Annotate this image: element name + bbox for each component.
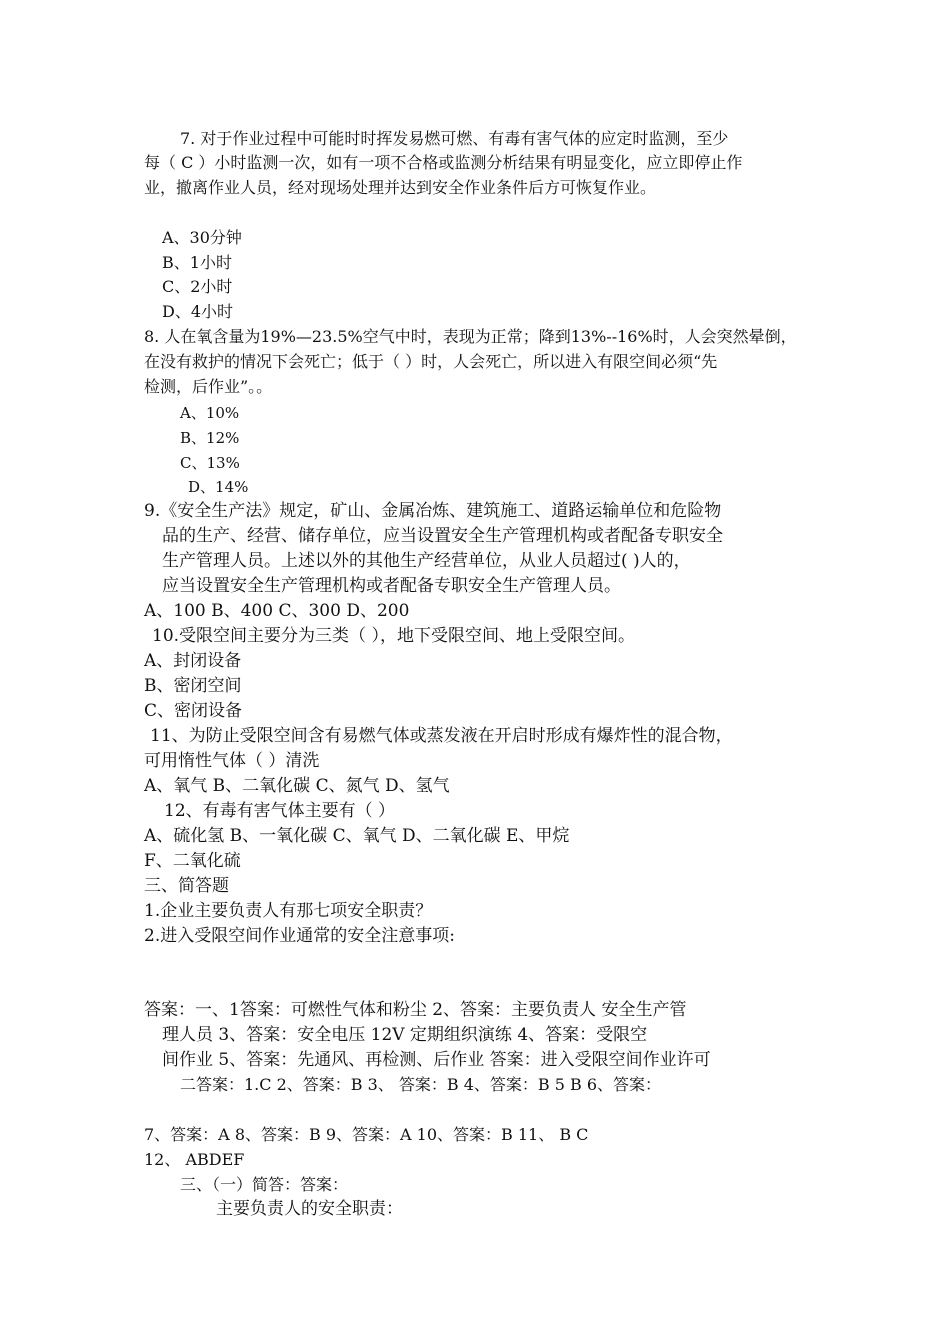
answers-line-1: 答案：一、1答案：可燃性气体和粉尘 2、答案：主要负责人 安全生产管: [144, 1000, 687, 1020]
q9-line-3: 生产管理人员。上述以外的其他生产经营单位，从业人员超过( )人的，: [162, 551, 691, 571]
q9-line-1: 9.《安全生产法》规定，矿山、金属冶炼、建筑施工、道路运输单位和危险物: [144, 501, 722, 521]
q8-line-1: 8. 人在氧含量为19%—23.5%空气中时，表现为正常；降到13%--16%时，人会突然晕倒，: [144, 327, 797, 346]
q7-option-b: B、1小时: [162, 253, 232, 272]
q9-options: A、100 B、400 C、300 D、200: [144, 601, 410, 621]
q7-option-d: D、4小时: [162, 302, 234, 321]
answers-line-7: 三、（一）简答：答案：: [180, 1175, 349, 1194]
answers-line-4: 二答案：1.C 2、答案：B 3、 答案：B 4、答案：B 5 B 6、答案：: [180, 1075, 662, 1094]
q12-options: A、硫化氢 B、一氧化碳 C、氧气 D、二氧化碳 E、甲烷: [144, 826, 570, 846]
q12-line-1: 12、有毒有害气体主要有（ ）: [164, 801, 396, 821]
section-3-q2: 2.进入受限空间作业通常的安全注意事项:: [144, 926, 455, 946]
q10-option-a: A、封闭设备: [144, 651, 242, 671]
q7-option-c: C、2小时: [162, 277, 233, 296]
q9-line-2: 品的生产、经营、储存单位，应当设置安全生产管理机构或者配备专职安全: [162, 526, 723, 546]
answers-line-5: 7、答案：A 8、答案：B 9、答案：A 10、答案：B 11、 B C: [144, 1125, 589, 1144]
q11-options: A、氧气 B、二氧化碳 C、氮气 D、氢气: [144, 776, 450, 796]
q8-option-d: D、14%: [188, 478, 249, 496]
q9-line-4: 应当设置安全生产管理机构或者配备专职安全生产管理人员。: [162, 576, 621, 596]
q7-line-1: 7. 对于作业过程中可能时时挥发易燃可燃、有毒有害气体的应定时监测，至少: [180, 129, 729, 148]
q10-option-c: C、密闭设备: [144, 701, 243, 721]
answers-line-6: 12、 ABDEF: [144, 1150, 245, 1169]
q8-option-c: C、13%: [180, 454, 240, 472]
q7-line-3: 业，撤离作业人员，经对现场处理并达到安全作业条件后方可恢复作业。: [144, 178, 657, 197]
answers-line-2: 理人员 3、答案：安全电压 12V 定期组织演练 4、答案：受限空: [162, 1025, 648, 1045]
q8-line-3: 检测，后作业”。。: [144, 377, 273, 396]
q12-options-2: F、二氧化硫: [144, 851, 241, 871]
q11-line-2: 可用惰性气体（ ）清洗: [144, 751, 320, 771]
section-3-q1: 1.企业主要负责人有那七项安全职责？: [144, 901, 433, 921]
q8-option-a: A、10%: [180, 404, 240, 422]
answers-line-3: 间作业 5、答案：先通风、再检测、后作业 答案：进入受限空间作业许可: [162, 1050, 711, 1070]
section-3-title: 三、简答题: [144, 876, 229, 896]
q10-option-b: B、密闭空间: [144, 676, 242, 696]
q7-option-a: A、30分钟: [162, 228, 242, 247]
q11-line-1: 11、为防止受限空间含有易燃气体或蒸发液在开启时形成有爆炸性的混合物，: [150, 726, 733, 746]
q8-line-2: 在没有救护的情况下会死亡；低于（ ）时，人会死亡，所以进入有限空间必须“先: [144, 352, 718, 371]
q8-option-b: B、12%: [180, 429, 240, 447]
answers-line-8: 主要负责人的安全职责：: [216, 1199, 403, 1219]
q10-line-1: 10.受限空间主要分为三类（ ），地下受限空间、地上受限空间。: [152, 626, 635, 646]
q7-line-2: 每（ C ）小时监测一次，如有一项不合格或监测分析结果有明显变化，应立即停止作: [144, 153, 743, 172]
